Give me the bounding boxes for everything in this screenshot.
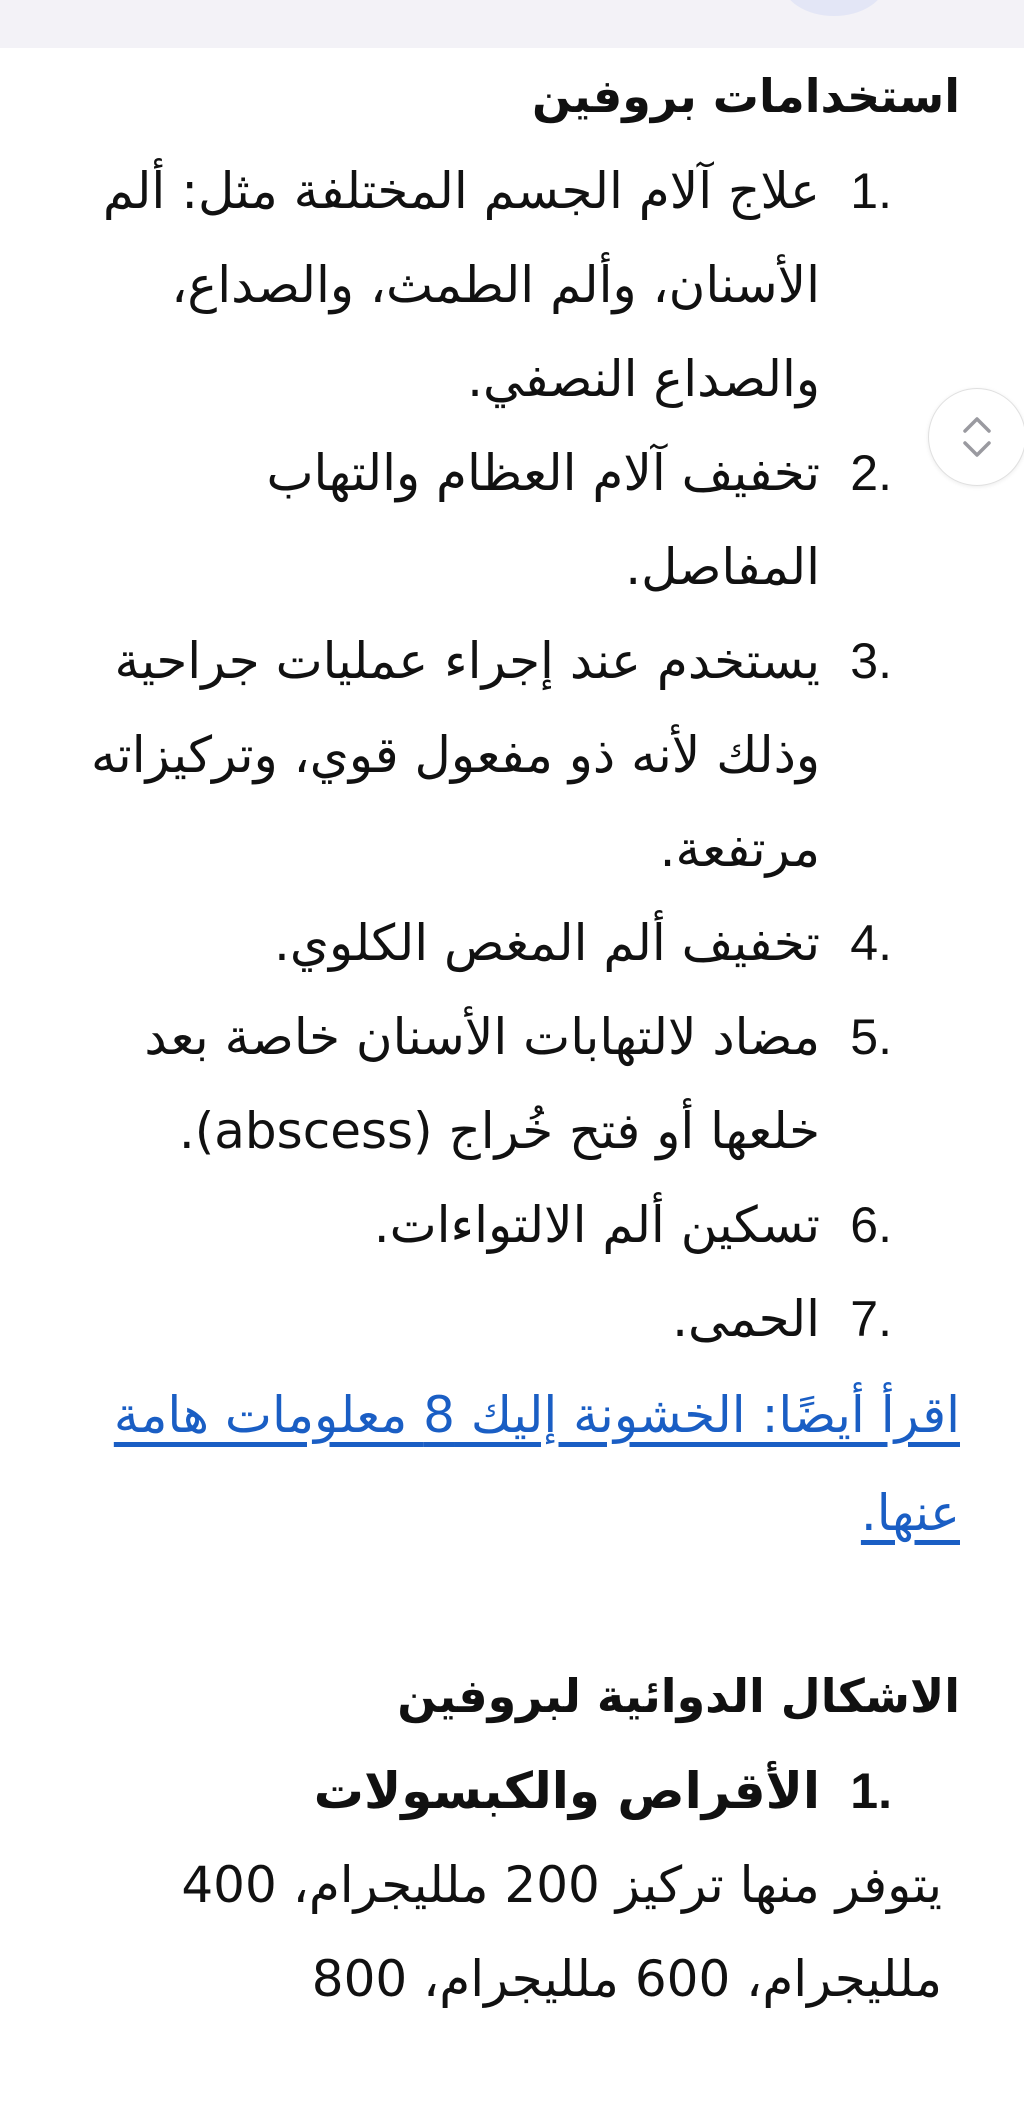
top-toolbar [0,0,1024,48]
list-item-number: 4. [850,915,892,971]
list-item-number: 1. [850,1763,892,1819]
list-item-number: 7. [850,1291,892,1347]
list-item-number: 5. [850,1009,892,1065]
list-item-number: 2. [850,445,892,501]
forms-heading: الاشكال الدوائية لبروفين [397,1669,960,1723]
list-item-text: الحمى. [672,1290,820,1348]
list-item-text: تسكين ألم الالتواءات. [373,1196,820,1254]
list-item [60,990,960,1178]
list-item-text: علاج آلام الجسم المختلفة مثل: ألم الأسنان، وألم الطمث، والصداع، والصداع النصفي. [102,162,820,408]
list-item-text: مضاد لالتهابات الأسنان خاصة بعد خلعها أو فتح خُراج (abscess). [144,1008,820,1160]
list-item [60,1178,960,1272]
list-item-number: 6. [850,1197,892,1253]
list-item [60,144,960,426]
scroll-button[interactable] [928,388,1024,486]
toolbar-button[interactable] [782,0,886,16]
section-spacer [60,1562,960,1648]
forms-paragraph: يتوفر منها تركيز 200 ملليجرام، 400 ملليجرام، 600 ملليجرام، 800 [181,1856,942,2008]
article-content [60,48,960,2026]
list-item [60,426,960,614]
list-item-number: 3. [850,633,892,689]
chevron-up-down-icon [959,413,995,461]
list-item-text: تخفيف ألم المغص الكلوي. [274,914,820,972]
list-item [60,1272,960,1366]
list-item-text: يستخدم عند إجراء عمليات جراحية وذلك لأنه ذو مفعول قوي، وتركيزاته مرتفعة. [90,632,820,878]
forms-list [60,1744,960,1838]
list-item [60,896,960,990]
list-item-text: تخفيف آلام العظام والتهاب المفاصل. [266,444,820,596]
list-item [60,1744,960,1838]
uses-heading: استخدامات بروفين [531,69,960,123]
uses-list [60,144,960,1366]
list-item-number: 1. [850,163,892,219]
list-item-text: الأقراص والكبسولات [313,1762,820,1820]
list-item [60,614,960,896]
read-also-link[interactable]: اقرأ أيضًا: الخشونة إليك 8 معلومات هامة عنها. [113,1386,960,1542]
